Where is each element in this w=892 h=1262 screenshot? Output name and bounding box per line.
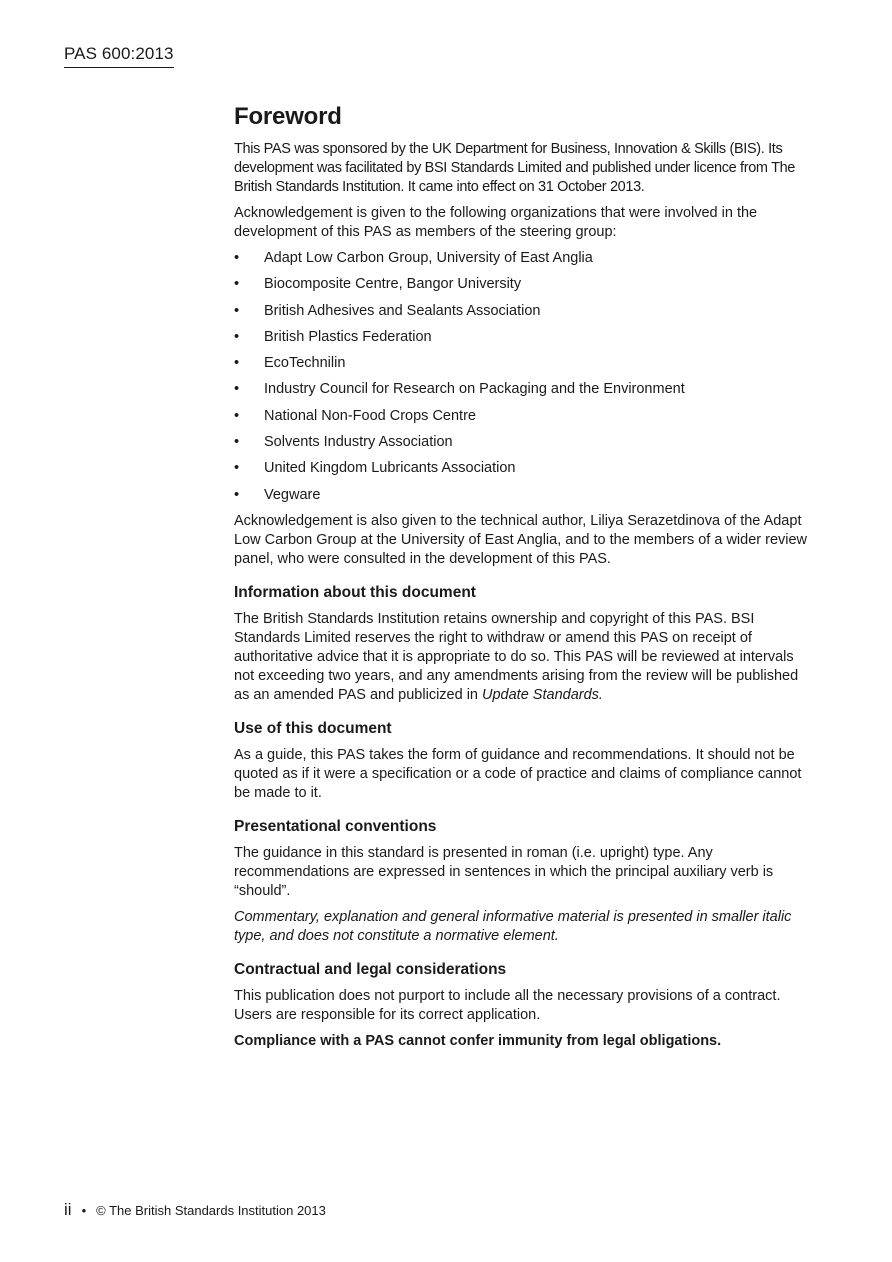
list-item: • EcoTechnilin (234, 355, 346, 372)
info-heading: Information about this document (234, 583, 476, 601)
page-footer (64, 1201, 326, 1220)
bullet-icon: • (234, 407, 240, 424)
list-item: • British Plastics Federation (234, 328, 432, 345)
footer-separator-icon: • (81, 1203, 87, 1218)
info-paragraph: The British Standards Institution retains ownership and copyright of this PAS. BSI Standards Limited reserves the right to withdraw or amend this PAS on receipt of authoritative advice that it is appropriate to do so. This PAS will be reviewed at intervals not exceeding two years, and any amendments arising from the review will be published as an amended PAS and publicized in Update Standards. (234, 610, 799, 703)
list-item: • Vegware (234, 486, 321, 503)
list-item: • National Non-Food Crops Centre (234, 407, 476, 424)
page-number: ii (64, 1200, 72, 1219)
running-header-title: PAS 600:2013 (64, 44, 174, 68)
list-item: • United Kingdom Lubricants Association (234, 460, 516, 477)
bullet-icon: • (234, 381, 240, 398)
footer-copyright: © The British Standards Institution 2013 (96, 1203, 326, 1218)
list-item: • British Adhesives and Sealants Association (234, 302, 541, 319)
steering-group-list (234, 249, 814, 505)
contract-heading: Contractual and legal considerations (234, 960, 507, 978)
foreword-title: Foreword (234, 103, 342, 130)
conventions-paragraph: The guidance in this standard is presented in roman (i.e. upright) type. Any recommendations are expressed in sentences in which the principal auxiliary verb is “should”. (234, 844, 774, 899)
contract-paragraph: This publication does not purport to include all the necessary provisions of a contract. Users are responsible for its correct application. (234, 987, 781, 1023)
list-item: • Solvents Industry Association (234, 434, 453, 451)
document-body (234, 102, 814, 1058)
foreword-para-acknowledgement: Acknowledgement is given to the following organizations that were involved in the development of this PAS as members of the steering group: (234, 205, 758, 240)
bullet-icon: • (234, 302, 240, 319)
use-paragraph: As a guide, this PAS takes the form of guidance and recommendations. It should not be quoted as if it were a specification or a code of practice and claims of compliance cannot be made to it. (234, 746, 802, 801)
bullet-icon: • (234, 434, 240, 451)
list-item: • Adapt Low Carbon Group, University of East Anglia (234, 250, 593, 266)
foreword-para-sponsorship: This PAS was sponsored by the UK Department for Business, Innovation & Skills (BIS). Its development was facilitated by BSI Standards Limited and published under licence from The British Standards Institution. It came into effect on 31 October 2013. (234, 141, 796, 195)
bullet-icon: • (234, 276, 240, 293)
foreword-para-technical-author: Acknowledgement is also given to the technical author, Liliya Serazetdinova of the Adapt Low Carbon Group at the University of East Anglia, and to the members of a wider review panel, who were consulted in the development of this PAS. (234, 512, 808, 567)
conventions-heading: Presentational conventions (234, 817, 437, 835)
bullet-icon: • (234, 460, 240, 477)
bullet-icon: • (234, 250, 240, 266)
bullet-icon: • (234, 328, 240, 345)
list-item: • Biocomposite Centre, Bangor University (234, 276, 522, 293)
update-standards-reference: Update Standards. (482, 686, 603, 703)
bullet-icon: • (234, 355, 240, 372)
list-item: • Industry Council for Research on Packaging and the Environment (234, 381, 685, 398)
compliance-statement: Compliance with a PAS cannot confer immunity from legal obligations. (234, 1032, 722, 1049)
use-heading: Use of this document (234, 719, 392, 737)
bullet-icon: • (234, 486, 240, 503)
conventions-commentary: Commentary, explanation and general informative material is presented in smaller italic type, and does not constitute a normative element. (234, 908, 792, 944)
